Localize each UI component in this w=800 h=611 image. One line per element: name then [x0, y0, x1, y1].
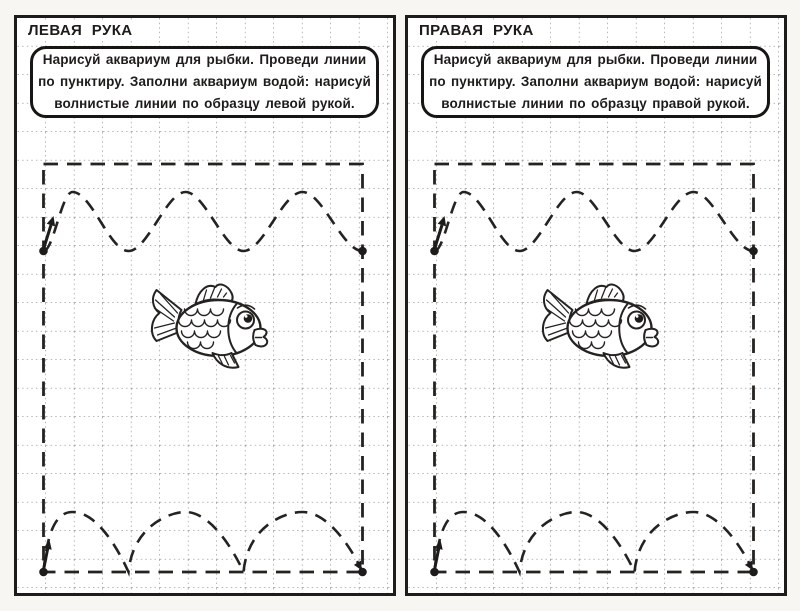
instruction-line: по пунктиру. Заполни аквариум водой: нарисуй: [38, 74, 371, 89]
instruction-line: Нарисуй аквариум для рыбки. Проведи линии: [42, 52, 367, 67]
panel-right-hand: [405, 15, 787, 596]
instruction-box: [421, 46, 770, 118]
instruction-line: волнистые линии по образцу левой рукой.: [54, 96, 355, 111]
instruction-line: волнистые линии по образцу правой рукой.: [441, 96, 750, 111]
panel-left-hand: [14, 15, 396, 596]
panel-title: ПРАВАЯ РУКА: [417, 21, 539, 40]
instruction-box: [30, 46, 379, 118]
panel-title: ЛЕВАЯ РУКА: [26, 21, 138, 40]
instruction-line: по пунктиру. Заполни аквариум водой: нарисуй: [429, 74, 762, 89]
instruction-line: Нарисуй аквариум для рыбки. Проведи линии: [433, 52, 758, 67]
